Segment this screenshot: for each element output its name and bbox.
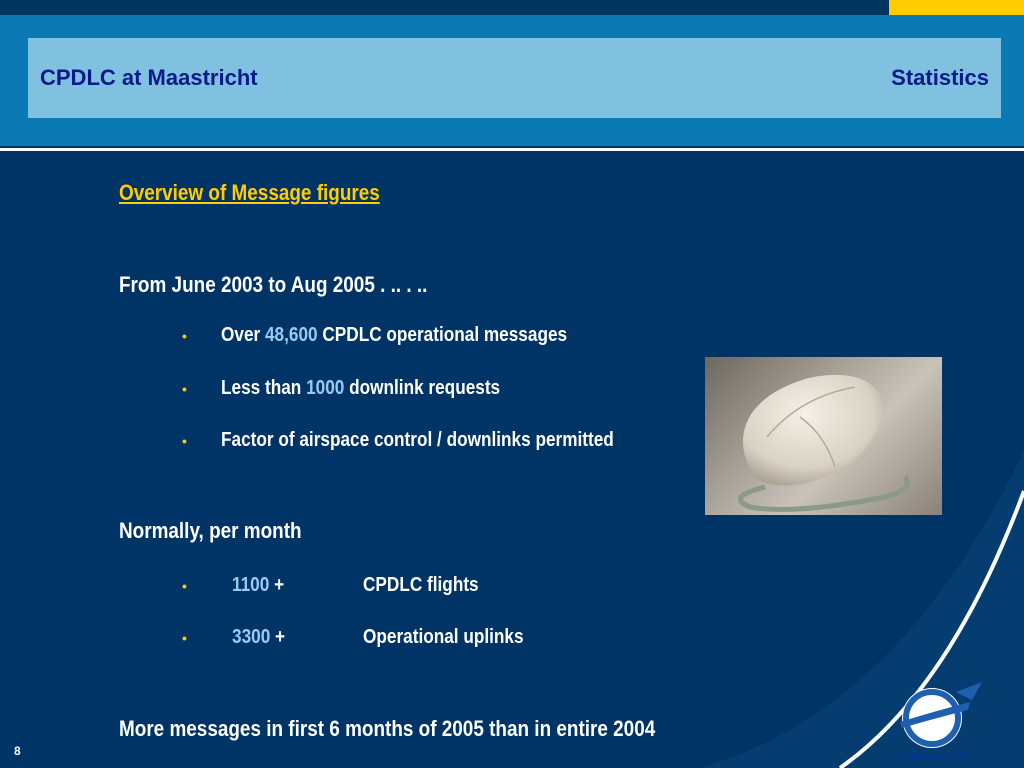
closing-statement: More messages in first 6 months of 2005 than in entire 2004 [119, 716, 656, 741]
downlink-count: 1000 [306, 377, 345, 399]
flights-count: 1100 [232, 574, 270, 596]
bullet-suffix: CPDLC operational messages [317, 324, 568, 346]
monthly-heading: Normally, per month [119, 518, 302, 543]
top-bar [0, 0, 1024, 15]
bullet-suffix: downlink requests [344, 377, 501, 399]
monthly-uplinks-value [232, 626, 285, 649]
monthly-flights-label: CPDLC flights [363, 574, 479, 596]
monthly-uplinks-label: Operational uplinks [363, 626, 524, 648]
plus-sign: + [269, 574, 285, 596]
monthly-flights-value [232, 574, 284, 597]
bullet-downlinks [221, 377, 500, 400]
bullet-dot: • [182, 630, 187, 646]
overview-heading: Overview of Message figures [119, 180, 380, 205]
bullet-dot: • [182, 328, 187, 344]
header-box [28, 38, 1001, 118]
bullet-prefix: Less than [221, 377, 307, 399]
mouse-photo [705, 357, 942, 515]
bullet-dot: • [182, 433, 187, 449]
bullet-dot: • [182, 578, 187, 594]
bullet-prefix: Factor of airspace control / downlinks permitted [221, 429, 614, 451]
mouse-illustration [705, 357, 942, 515]
period-heading: From June 2003 to Aug 2005 . .. . .. [119, 272, 428, 297]
section-title: Statistics [891, 65, 989, 90]
bullet-factor [221, 429, 614, 452]
corner-accent [889, 0, 1024, 15]
bullet-dot: • [182, 381, 187, 397]
uplinks-count: 3300 [232, 626, 271, 648]
messages-count: 48,600 [264, 324, 318, 346]
plus-sign: + [270, 626, 286, 648]
page-number: 8 [14, 744, 21, 758]
bullet-prefix: Over [221, 324, 265, 346]
logo-text: EUROCONTROL [898, 752, 970, 762]
slide-title: CPDLC at Maastricht [40, 65, 258, 90]
bullet-messages [221, 324, 567, 347]
